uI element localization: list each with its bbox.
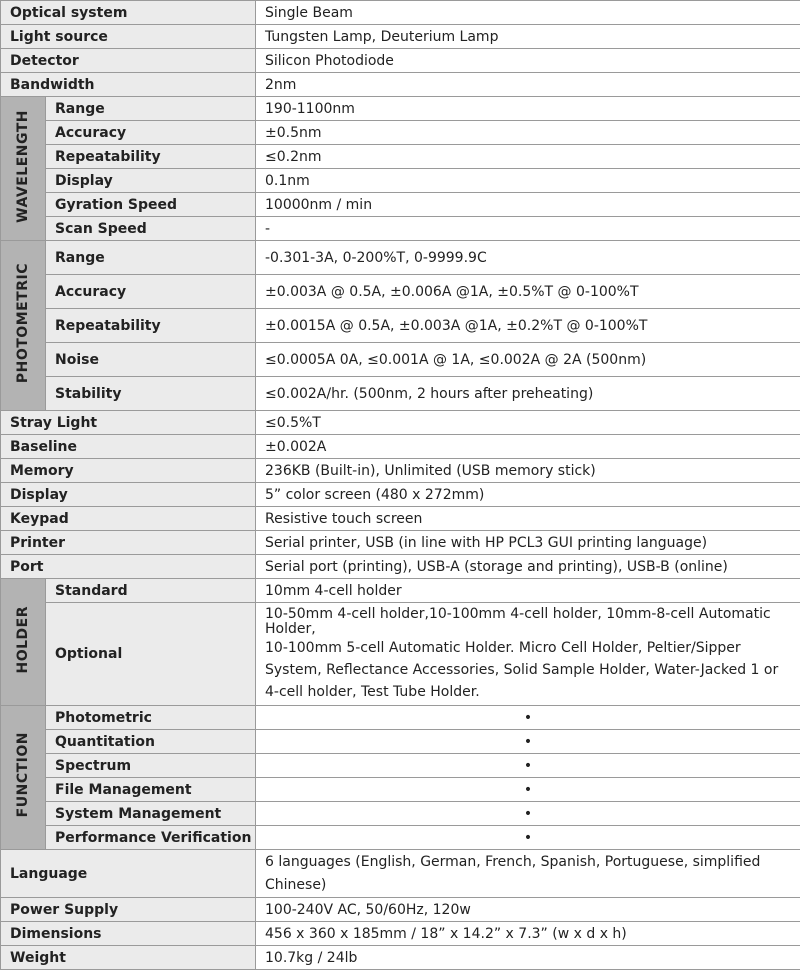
spec-label: Gyration Speed [46,193,256,217]
spec-value: 5” color screen (480 x 272mm) [256,483,800,507]
spec-value: Single Beam [256,1,800,25]
spec-label: Weight [1,946,256,970]
spec-label: Optional [46,603,256,706]
spec-label: Range [46,97,256,121]
table-row [1,73,800,97]
table-row [1,579,800,603]
spec-label: Power Supply [1,898,256,922]
table-row [1,343,800,377]
spec-value: - [256,217,800,241]
table-row [1,946,800,970]
spec-label: Stray Light [1,411,256,435]
spec-label: File Management [46,778,256,802]
spec-value [256,603,800,706]
table-row [1,706,800,730]
spec-value: ±0.002A [256,435,800,459]
table-row [1,121,800,145]
group-header-photometric [1,241,46,411]
spec-label: Standard [46,579,256,603]
group-header-wavelength [1,97,46,241]
spec-label: Light source [1,25,256,49]
table-row [1,730,800,754]
spec-value: 10000nm / min [256,193,800,217]
spec-value: 0.1nm [256,169,800,193]
spec-value: Serial printer, USB (in line with HP PCL3 GUI printing language) [256,531,800,555]
table-row [1,483,800,507]
spec-label: Optical system [1,1,256,25]
spec-value: Serial port (printing), USB-A (storage and printing), USB-B (online) [256,555,800,579]
table-row [1,898,800,922]
table-row [1,459,800,483]
spec-value: 456 x 360 x 185mm / 18” x 14.2” x 7.3” (w x d x h) [256,922,800,946]
spec-value: ≤0.002A/hr. (500nm, 2 hours after preheating) [256,377,800,411]
table-row [1,275,800,309]
table-row [1,507,800,531]
table-row [1,850,800,898]
spec-value: Resistive touch screen [256,507,800,531]
spec-label: Stability [46,377,256,411]
table-row [1,531,800,555]
table-row [1,555,800,579]
table-row [1,217,800,241]
spec-label: System Management [46,802,256,826]
spec-label: Baseline [1,435,256,459]
spec-value: ±0.5nm [256,121,800,145]
spec-label: Language [1,850,256,898]
spec-value-line: 10-50mm 4-cell holder,10-100mm 4-cell holder, 10mm-8-cell Automatic Holder, [265,605,771,637]
spec-value: ±0.0015A @ 0.5A, ±0.003A @1A, ±0.2%T @ 0-100%T [256,309,800,343]
table-row [1,309,800,343]
bullet-mark: • [256,754,800,778]
spec-value: 6 languages (English, German, French, Spanish, Portuguese, simplified Chinese) [256,850,800,898]
bullet-mark: • [256,826,800,850]
spec-label: Bandwidth [1,73,256,97]
group-header-function [1,706,46,850]
table-row [1,25,800,49]
spec-value: 190-1100nm [256,97,800,121]
table-row [1,377,800,411]
table-row [1,169,800,193]
spec-label: Detector [1,49,256,73]
spec-value: Tungsten Lamp, Deuterium Lamp [256,25,800,49]
spec-value: 2nm [256,73,800,97]
group-label: FUNCTION [15,732,31,818]
spec-label: Port [1,555,256,579]
spec-label: Scan Speed [46,217,256,241]
table-row [1,145,800,169]
spec-value: 100-240V AC, 50/60Hz, 120w [256,898,800,922]
spec-label: Range [46,241,256,275]
table-row [1,826,800,850]
spec-value: ≤0.0005A 0A, ≤0.001A @ 1A, ≤0.002A @ 2A (500nm) [256,343,800,377]
table-row [1,922,800,946]
spec-label: Quantitation [46,730,256,754]
spec-value: ±0.003A @ 0.5A, ±0.006A @1A, ±0.5%T @ 0-100%T [256,275,800,309]
spec-value: ≤0.5%T [256,411,800,435]
spec-value: Silicon Photodiode [256,49,800,73]
group-label: HOLDER [15,605,31,674]
bullet-mark: • [256,802,800,826]
table-row [1,603,800,706]
spec-label: Repeatability [46,145,256,169]
table-row [1,802,800,826]
table-row [1,1,800,25]
table-row [1,49,800,73]
spec-value: ≤0.2nm [256,145,800,169]
spec-label: Display [1,483,256,507]
table-row [1,435,800,459]
spec-label: Keypad [1,507,256,531]
table-row [1,97,800,121]
bullet-mark: • [256,730,800,754]
spec-value: 236KB (Built-in), Unlimited (USB memory stick) [256,459,800,483]
spec-label: Performance Verification [46,826,256,850]
spec-label: Photometric [46,706,256,730]
spec-label: Display [46,169,256,193]
spec-value: 10.7kg / 24lb [256,946,800,970]
table-row [1,411,800,435]
spec-label: Printer [1,531,256,555]
spec-label: Noise [46,343,256,377]
spec-label: Spectrum [46,754,256,778]
group-label: PHOTOMETRIC [15,262,31,384]
spec-value: -0.301-3A, 0-200%T, 0-9999.9C [256,241,800,275]
spec-label: Repeatability [46,309,256,343]
table-row [1,778,800,802]
group-header-holder [1,579,46,706]
spec-label: Accuracy [46,275,256,309]
table-row [1,193,800,217]
spec-label: Memory [1,459,256,483]
spec-value-line: 10-100mm 5-cell Automatic Holder. Micro Cell Holder, Peltier/Sipper System, Reflectance Accessories, Solid Sample Holder, Water-Jacked 1 or 4-cell holder, Test Tube Holder. [265,639,779,700]
table-row [1,754,800,778]
bullet-mark: • [256,706,800,730]
bullet-mark: • [256,778,800,802]
group-label: WAVELENGTH [15,109,31,223]
spec-label: Accuracy [46,121,256,145]
spec-value: 10mm 4-cell holder [256,579,800,603]
spec-label: Dimensions [1,922,256,946]
table-row [1,241,800,275]
